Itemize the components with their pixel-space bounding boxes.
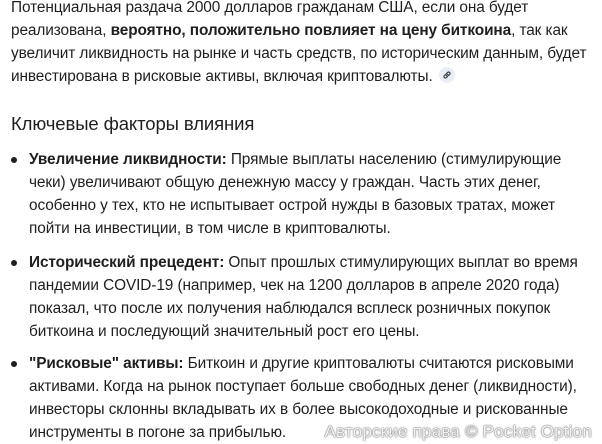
factor-text: Опыт прошлых стимулирующих выплат во время пандемии COVID-19 (например, чек на 1200 долларов в апреле 2020 года) показал, что после их получения наблюдался всплеск розничных покупок биткоина и последующий значительный рост его цены. [29,254,578,340]
link-icon[interactable] [439,67,455,83]
bullet-icon [11,361,17,367]
list-item [11,148,596,240]
factor-title: Увеличение ликвидности: [29,151,227,168]
factor-text: Прямые выплаты населению (стимулирующие чеки) увеличивают общую денежную массу у граждан. Часть этих денег, особенно у тех, кто не испытывает острой нужды в базовых тратах, может пойти на инвестиции, в том числе в криптовалюты. [29,151,562,237]
section-heading: Ключевые факторы влияния [11,113,255,134]
intro-text-after: , так как увеличит ликвидность на рынке и часть средств, по историческим данным, будет инвестирована в рисковые активы, включая криптовалюты. [11,22,587,85]
intro-bold-text: вероятно, положительно повлияет на цену биткоина [110,22,512,39]
bullet-icon [11,260,17,266]
intro-text-before: Потенциальная раздача 2000 долларов гражданам США, если она будет реализована, [11,0,529,39]
factor-text: Биткоин и другие криптовалюты считаются рисковыми активами. Когда на рынок поступает больше свободных денег (ликвидности), инвесторы склонны вкладывать их в более высокодоходные и рискованные инструменты в погоне за прибылью. [29,355,577,441]
bullet-icon [11,157,17,163]
factor-title: Исторический прецедент: [29,254,225,271]
list-item [11,251,596,343]
copyright-watermark: Авторские права © Pocket Option [324,422,592,441]
intro-paragraph [11,0,596,88]
factor-title: "Рисковые" активы: [29,355,184,372]
